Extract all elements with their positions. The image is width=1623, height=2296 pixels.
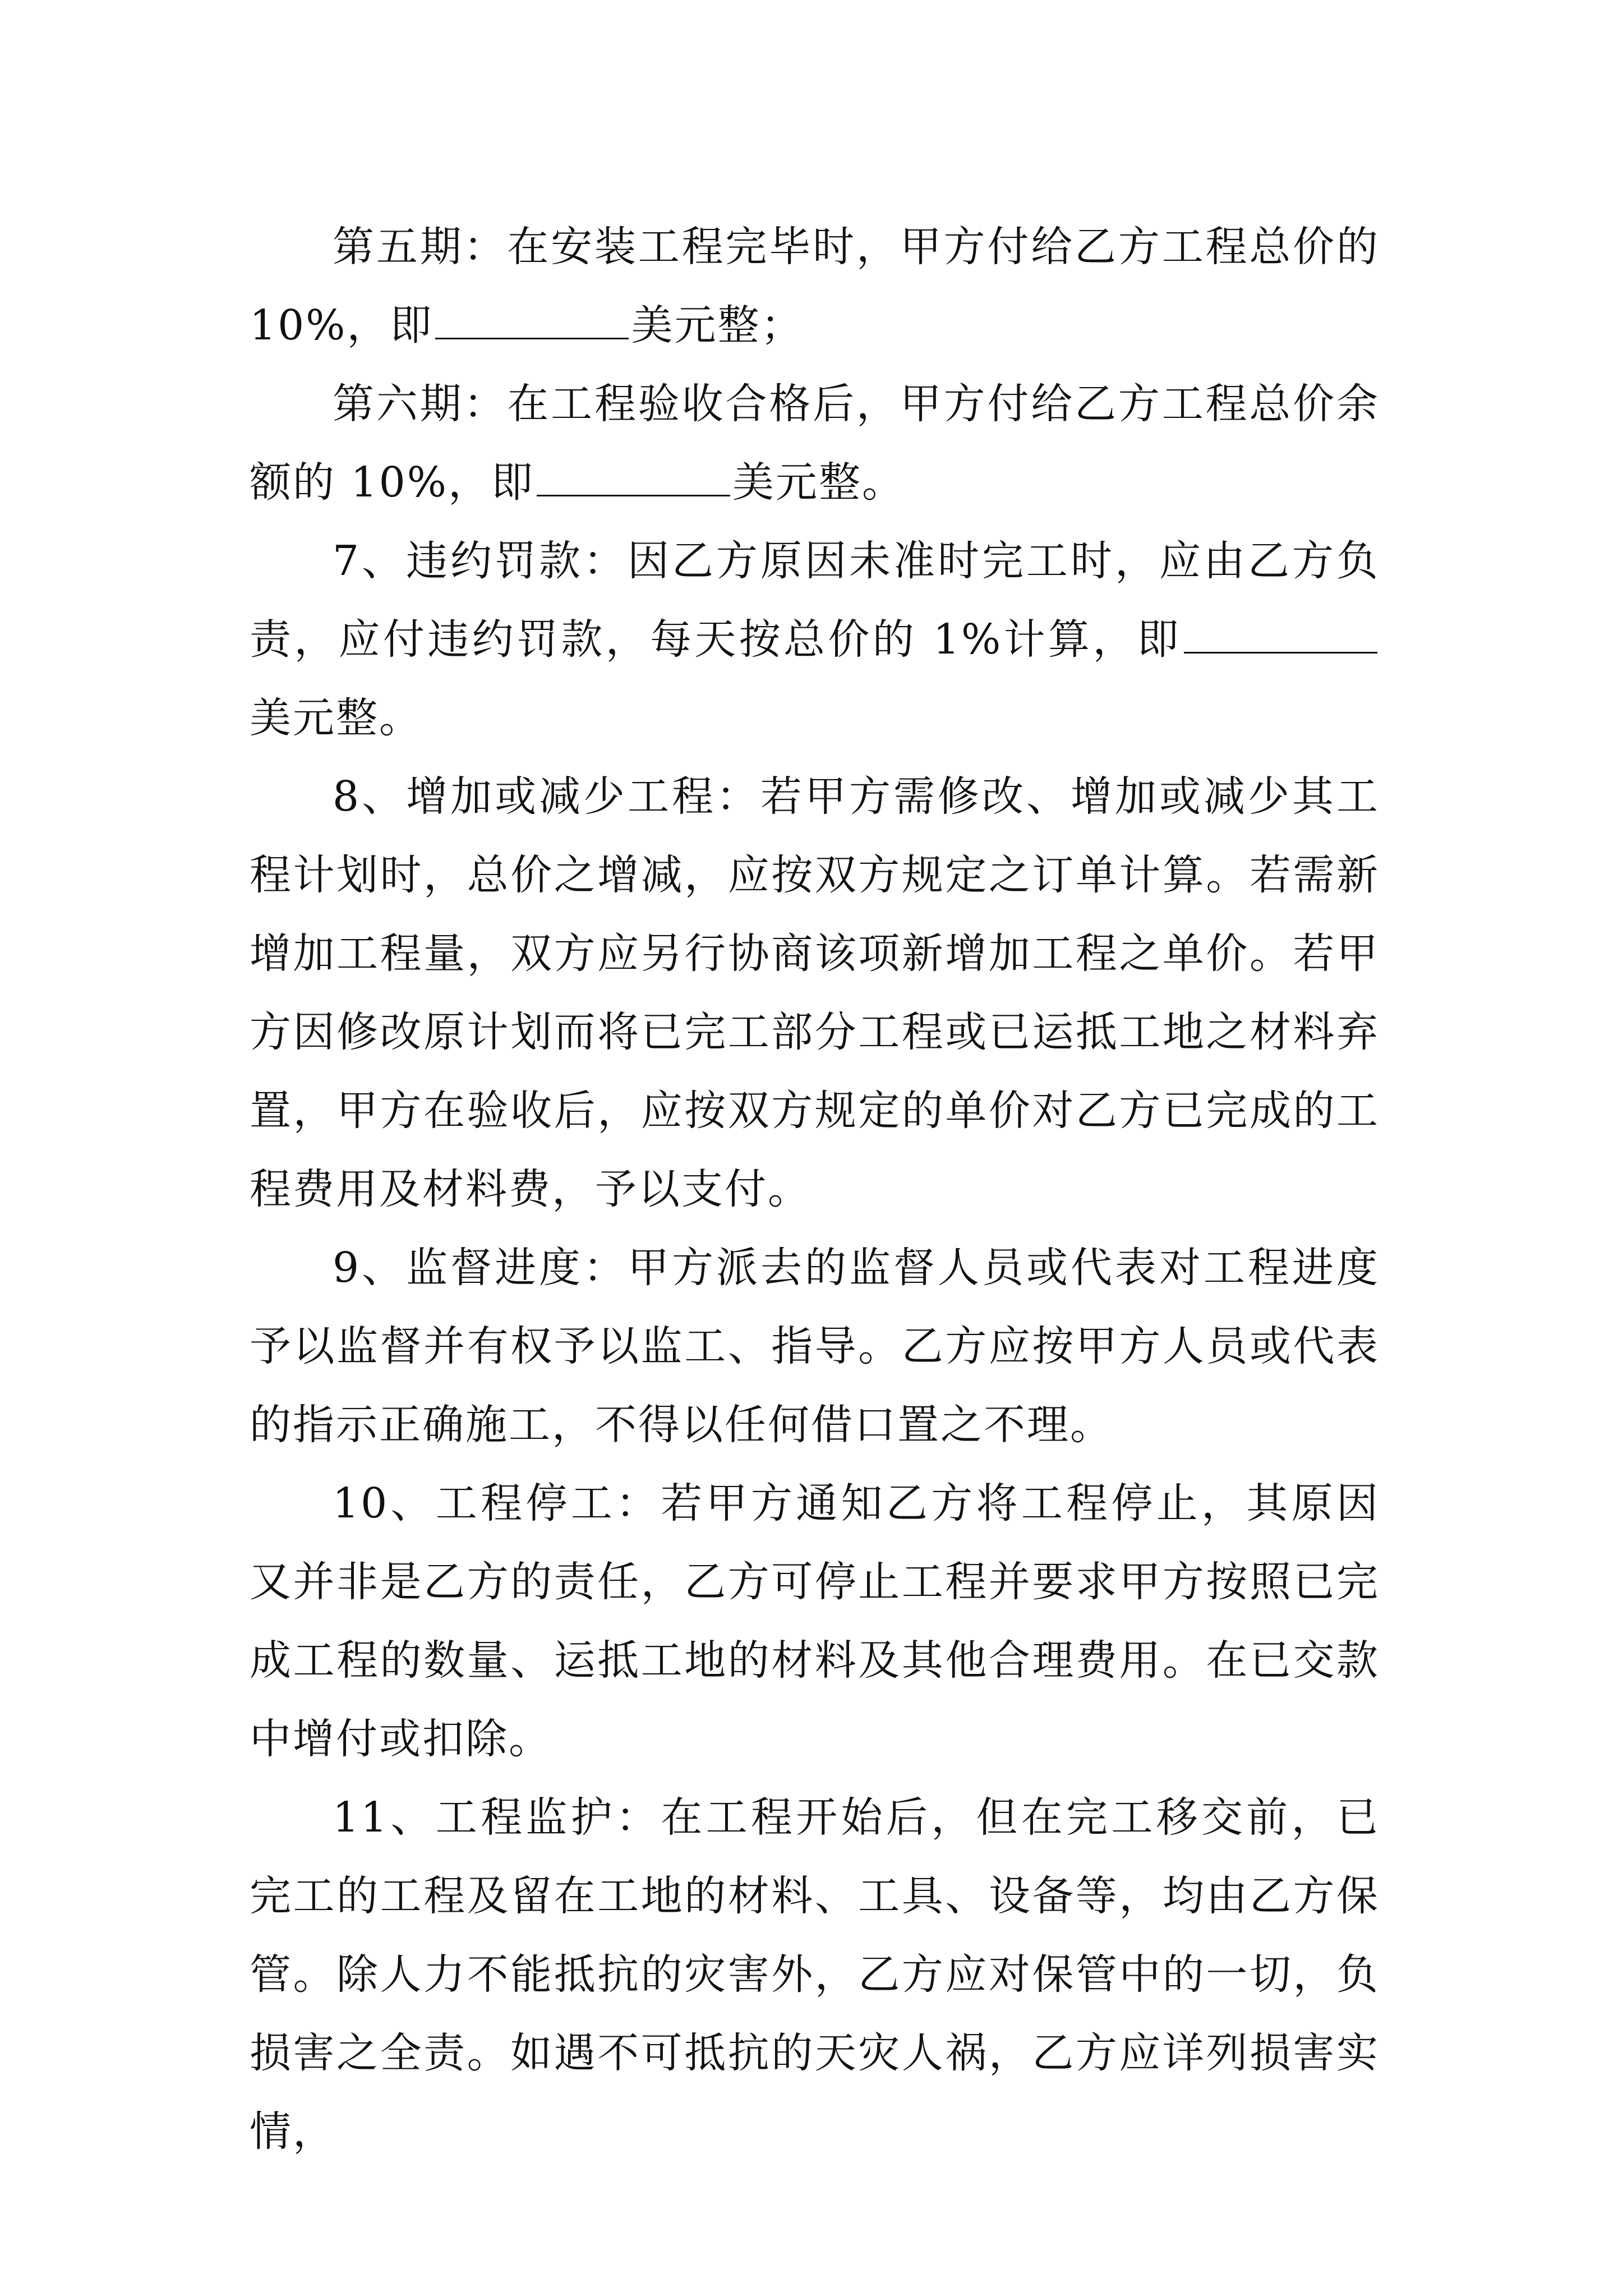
paragraph-clause-10: 10、工程停工：若甲方通知乙方将工程停止，其原因又并非是乙方的责任，乙方可停止工程并要求甲方按照已完成工程的数量、运抵工地的材料及其他合理费用。在已交款中增付或扣除。 xyxy=(250,1479,1380,1763)
amount-blank xyxy=(537,459,730,496)
document-page xyxy=(250,208,1380,2171)
paragraph-text: 第六期：在工程验收合格后，甲方付给乙方工程总价余额的 10%，即 xyxy=(250,380,1380,507)
paragraph-clause-7 xyxy=(250,522,1380,757)
amount-blank xyxy=(435,302,629,339)
paragraph-text: 第五期：在安装工程完毕时，甲方付给乙方工程总价的10%，即 xyxy=(250,223,1380,349)
paragraph-clause-8: 8、增加或减少工程：若甲方需修改、增加或减少其工程计划时，总价之增减，应按双方规定之订单计算。若需新增加工程量，双方应另行协商该项新增加工程之单价。若甲方因修改原计划而将已完工部分工程或已运抵工地之材料弃置，甲方在验收后，应按双方规定的单价对乙方已完成的工程费用及材料费，予以支付。 xyxy=(250,772,1380,1213)
paragraph-phase-five xyxy=(250,208,1380,365)
paragraph-clause-9: 9、监督进度：甲方派去的监督人员或代表对工程进度予以监督并有权予以监工、指导。乙方应按甲方人员或代表的指示正确施工，不得以任何借口置之不理。 xyxy=(250,1244,1380,1449)
paragraph-phase-six xyxy=(250,365,1380,522)
amount-blank xyxy=(1184,616,1377,654)
paragraph-text: 美元整； xyxy=(631,301,804,349)
paragraph-clause-11: 11、工程监护：在工程开始后，但在完工移交前，已完工的工程及留在工地的材料、工具、设备等，均由乙方保管。除人力不能抵抗的灾害外，乙方应对保管中的一切，负损害之全责。如遇不可抵抗的天灾人祸，乙方应详列损害实情， xyxy=(250,1793,1380,2156)
paragraph-text: 美元整。 xyxy=(732,458,905,507)
paragraph-text: 7、违约罚款：因乙方原因未准时完工时，应由乙方负责，应付违约罚款，每天按总价的 1%计算，即 xyxy=(250,537,1380,664)
paragraph-text: 美元整。 xyxy=(250,694,422,742)
